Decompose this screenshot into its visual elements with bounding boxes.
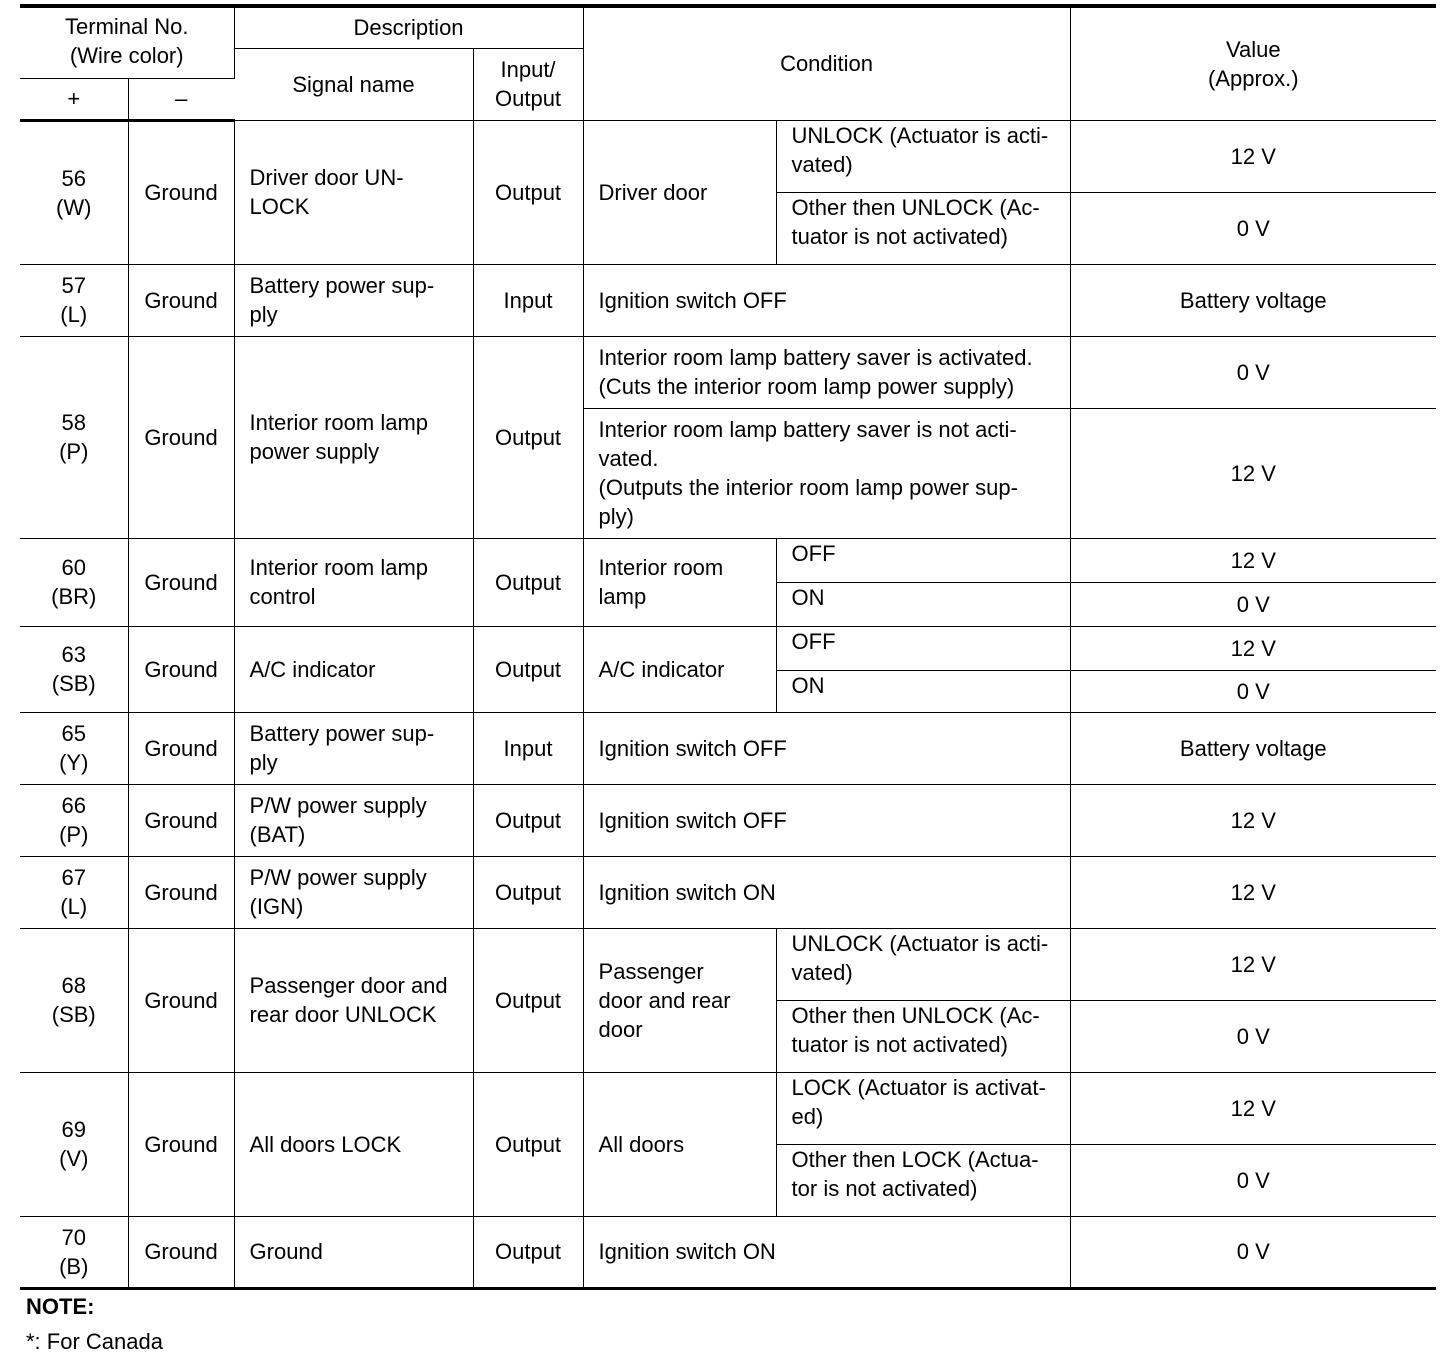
signal-name-line: power supply — [249, 439, 380, 464]
table-row — [20, 784, 1436, 856]
io-cell: Output — [473, 928, 583, 1072]
sub-condition-line: UNLOCK (Actuator is acti- — [791, 122, 1049, 148]
table-row — [20, 336, 1436, 408]
sub-condition-cell — [776, 538, 1070, 582]
wire-color: (W) — [56, 194, 92, 220]
header-terminal-no — [20, 6, 234, 78]
condition-cell: Ignition switch OFF — [583, 712, 1070, 784]
signal-name-cell — [234, 264, 473, 336]
value-cell: 12 V — [1070, 784, 1436, 856]
sub-condition-line: ply) — [598, 504, 634, 529]
terminal-number: 58 — [61, 410, 86, 435]
header-minus: – — [128, 78, 234, 120]
sub-condition-line: tuator is not activated) — [791, 223, 1008, 249]
condition-cell: Ignition switch ON — [583, 856, 1070, 928]
table-row — [20, 538, 1436, 582]
io-cell: Input — [473, 712, 583, 784]
signal-name-line: ply — [249, 750, 278, 775]
signal-name-line: Passenger door and — [249, 973, 448, 998]
wire-color: (BR) — [51, 584, 97, 609]
sub-condition-cell — [776, 192, 1070, 264]
ground-terminal: Ground — [128, 626, 234, 712]
terminal-cell — [20, 264, 128, 336]
signal-name-line: P/W power supply — [249, 865, 427, 890]
terminal-number: 68 — [61, 973, 86, 998]
terminal-number: 70 — [61, 1224, 86, 1250]
sub-condition-cell — [776, 120, 1070, 192]
terminal-cell — [20, 1072, 128, 1216]
table-row — [20, 712, 1436, 784]
table-row — [20, 264, 1436, 336]
wire-color: (P) — [59, 439, 89, 464]
signal-name-cell — [234, 538, 473, 626]
header-io-line2: Output — [495, 86, 562, 111]
signal-name-line: control — [249, 584, 316, 609]
sub-condition-cell — [776, 1000, 1070, 1072]
terminal-cell — [20, 1216, 128, 1288]
sub-condition-line: Other then UNLOCK (Ac- — [791, 194, 1040, 220]
io-cell: Input — [473, 264, 583, 336]
terminal-number: 66 — [61, 793, 86, 818]
header-terminal-label: Terminal No. — [65, 14, 189, 39]
value-cell: 0 V — [1070, 336, 1436, 408]
signal-name-line: Battery power sup- — [249, 273, 435, 298]
signal-name-line: A/C indicator — [249, 656, 376, 682]
signal-name-line: Ground — [249, 1239, 323, 1264]
sub-condition-cell — [776, 670, 1070, 712]
wire-color: (L) — [60, 302, 88, 327]
table-row — [20, 1072, 1436, 1144]
value-cell: 12 V — [1070, 626, 1436, 670]
value-cell: 0 V — [1070, 582, 1436, 626]
header-value — [1070, 6, 1436, 120]
terminal-number: 57 — [61, 273, 86, 298]
condition-cell: Ignition switch OFF — [583, 784, 1070, 856]
value-cell: Battery voltage — [1070, 264, 1436, 336]
sub-condition-line: Interior room lamp battery saver is activated. — [598, 345, 1033, 370]
condition-cell: Driver door — [583, 120, 776, 264]
value-cell: Battery voltage — [1070, 712, 1436, 784]
ground-terminal: Ground — [128, 784, 234, 856]
signal-name-cell — [234, 336, 473, 538]
sub-condition-line: ON — [791, 584, 825, 610]
ground-terminal: Ground — [128, 1216, 234, 1288]
io-cell: Output — [473, 120, 583, 264]
sub-condition-line: Other then LOCK (Actua- — [791, 1146, 1039, 1172]
terminal-number: 65 — [61, 721, 86, 746]
signal-name-line: LOCK — [249, 194, 310, 219]
sub-condition-line: tor is not activated) — [791, 1175, 978, 1201]
sub-condition-line: (Outputs the interior room lamp power sup- — [598, 475, 1018, 500]
ground-terminal: Ground — [128, 712, 234, 784]
signal-name-cell — [234, 928, 473, 1072]
terminal-cell — [20, 784, 128, 856]
condition-cell: Ignition switch OFF — [583, 264, 1070, 336]
header-plus: + — [20, 78, 128, 120]
wire-color: (P) — [59, 822, 89, 847]
signal-name-line: Interior room lamp — [249, 410, 429, 435]
header-wire-color-label: (Wire color) — [69, 43, 184, 68]
value-cell: 12 V — [1070, 928, 1436, 1000]
value-cell: 12 V — [1070, 408, 1436, 538]
sub-condition-cell — [776, 582, 1070, 626]
io-cell: Output — [473, 1216, 583, 1288]
sub-condition-cell — [583, 408, 1070, 538]
signal-name-line: Battery power sup- — [249, 721, 435, 746]
condition-cell: A/C indicator — [583, 626, 776, 712]
ground-terminal: Ground — [128, 336, 234, 538]
table-body — [20, 120, 1436, 1288]
sub-condition-line: (Cuts the interior room lamp power supply) — [598, 374, 1015, 399]
sub-condition-line: vated) — [791, 151, 853, 177]
terminal-cell — [20, 712, 128, 784]
condition-cell: All doors — [583, 1072, 776, 1216]
sub-condition-cell — [776, 928, 1070, 1000]
terminal-table — [20, 4, 1436, 1290]
value-cell: 0 V — [1070, 192, 1436, 264]
ground-terminal: Ground — [128, 1072, 234, 1216]
wire-color: (V) — [59, 1146, 89, 1171]
signal-name-line: P/W power supply — [249, 793, 427, 818]
signal-name-line: Interior room lamp — [249, 555, 429, 580]
wire-color: (SB) — [51, 671, 96, 696]
value-cell: 0 V — [1070, 1000, 1436, 1072]
value-cell: 0 V — [1070, 1216, 1436, 1288]
signal-name-line: Driver door UN- — [249, 165, 404, 190]
signal-name-line: All doors LOCK — [249, 1131, 402, 1157]
value-cell: 12 V — [1070, 856, 1436, 928]
sub-condition-cell — [776, 1072, 1070, 1144]
condition-cell: Passenger door and rear door — [583, 928, 776, 1072]
table-row — [20, 120, 1436, 192]
sub-condition-line: OFF — [791, 540, 836, 566]
terminal-cell — [20, 856, 128, 928]
io-cell: Output — [473, 626, 583, 712]
signal-name-cell — [234, 1072, 473, 1216]
signal-name-line: rear door UNLOCK — [249, 1002, 437, 1027]
sub-condition-line: LOCK (Actuator is activat- — [791, 1074, 1046, 1100]
table-row — [20, 626, 1436, 670]
footnote: *: For Canada — [26, 1329, 163, 1354]
wire-color: (SB) — [51, 1002, 96, 1027]
sub-condition-cell — [776, 626, 1070, 670]
table-row — [20, 856, 1436, 928]
sub-condition-cell — [583, 336, 1070, 408]
value-cell: 12 V — [1070, 1072, 1436, 1144]
sub-condition-line: Other then UNLOCK (Ac- — [791, 1002, 1040, 1028]
terminal-cell — [20, 538, 128, 626]
io-cell: Output — [473, 1072, 583, 1216]
terminal-cell — [20, 928, 128, 1072]
wire-color: (Y) — [59, 750, 89, 775]
terminal-cell — [20, 120, 128, 264]
value-cell: 12 V — [1070, 538, 1436, 582]
note-label: NOTE: — [26, 1294, 95, 1319]
ground-terminal: Ground — [128, 856, 234, 928]
ground-terminal: Ground — [128, 538, 234, 626]
value-cell: 0 V — [1070, 670, 1436, 712]
terminal-number: 67 — [61, 865, 86, 890]
io-cell: Output — [473, 538, 583, 626]
table-row — [20, 1216, 1436, 1288]
value-cell: 0 V — [1070, 1144, 1436, 1216]
io-cell: Output — [473, 336, 583, 538]
sub-condition-line: UNLOCK (Actuator is acti- — [791, 930, 1049, 956]
terminal-number: 63 — [61, 642, 86, 667]
header-description: Description — [234, 6, 583, 48]
terminal-number: 56 — [61, 165, 86, 191]
signal-name-cell — [234, 1216, 473, 1288]
sub-condition-cell — [776, 1144, 1070, 1216]
header-value-label: Value — [1225, 36, 1281, 62]
sub-condition-line: ed) — [791, 1103, 824, 1129]
signal-name-cell — [234, 856, 473, 928]
sub-condition-line: ON — [791, 672, 825, 698]
header-io-line1: Input/ — [500, 57, 556, 82]
condition-cell: Interior room lamp — [583, 538, 776, 626]
ground-terminal: Ground — [128, 264, 234, 336]
header-condition: Condition — [583, 6, 1070, 120]
condition-cell: Ignition switch ON — [583, 1216, 1070, 1288]
signal-name-line: (BAT) — [249, 822, 306, 847]
signal-name-line: (IGN) — [249, 894, 304, 919]
terminal-number: 69 — [61, 1117, 86, 1142]
terminal-cell — [20, 626, 128, 712]
sub-condition-line: vated) — [791, 959, 853, 985]
ground-terminal: Ground — [128, 120, 234, 264]
header-signal-name: Signal name — [234, 48, 473, 120]
signal-name-cell — [234, 626, 473, 712]
sub-condition-line: tuator is not activated) — [791, 1031, 1008, 1057]
signal-name-cell — [234, 712, 473, 784]
signal-name-cell — [234, 120, 473, 264]
ground-terminal: Ground — [128, 928, 234, 1072]
sub-condition-line: vated. — [598, 446, 659, 471]
signal-name-line: ply — [249, 302, 278, 327]
terminal-cell — [20, 336, 128, 538]
value-cell: 12 V — [1070, 120, 1436, 192]
signal-name-cell — [234, 784, 473, 856]
wire-color: (B) — [59, 1253, 89, 1279]
terminal-number: 60 — [61, 555, 86, 580]
header-input-output — [473, 48, 583, 120]
io-cell: Output — [473, 856, 583, 928]
header-approx-label: (Approx.) — [1208, 65, 1299, 91]
sub-condition-line: Interior room lamp battery saver is not acti- — [598, 417, 1017, 442]
wire-color: (L) — [60, 894, 88, 919]
table-row — [20, 928, 1436, 1000]
sub-condition-line: OFF — [791, 628, 836, 654]
io-cell: Output — [473, 784, 583, 856]
